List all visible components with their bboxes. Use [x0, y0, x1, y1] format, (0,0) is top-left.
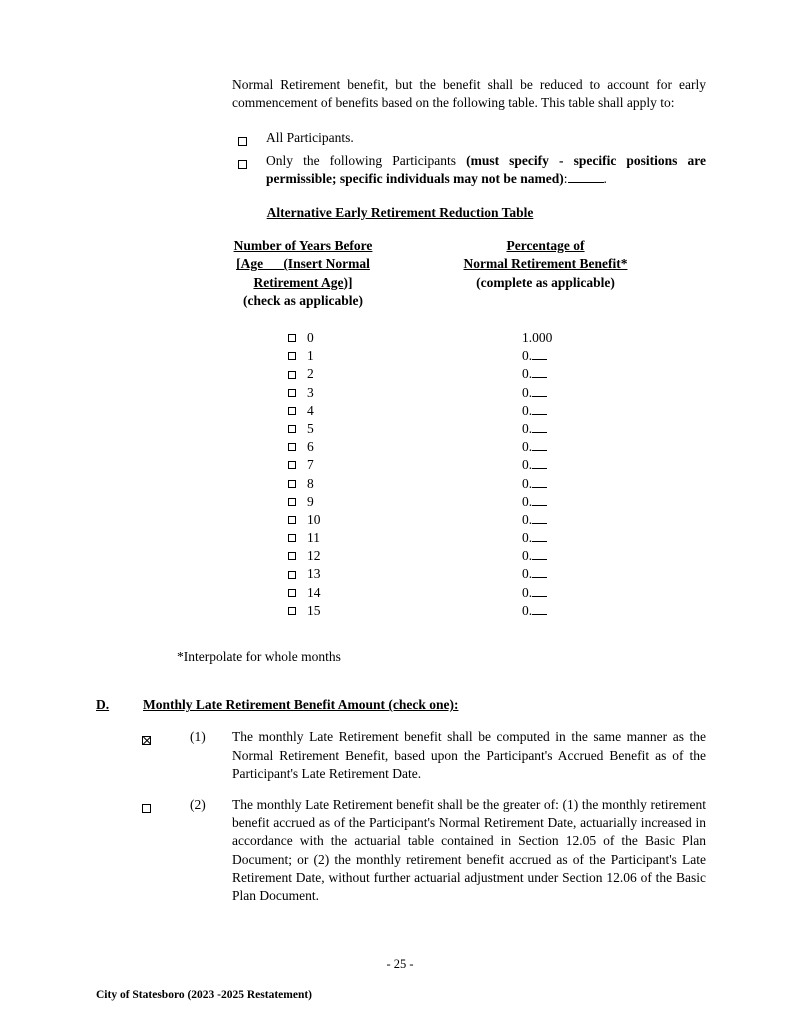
- checkbox-years-11[interactable]: [288, 534, 296, 542]
- percentage-value: 0.: [522, 439, 533, 455]
- apply-option-only-following: [0, 152, 800, 188]
- checkbox-years-2[interactable]: [288, 371, 296, 379]
- percentage-blank[interactable]: [532, 549, 547, 560]
- table-row: [0, 602, 800, 620]
- percentage-value: 0.: [522, 384, 533, 400]
- years-header-subnote: (check as applicable): [243, 292, 363, 308]
- percentage-value: 0.: [522, 366, 533, 382]
- percentage-blank[interactable]: [532, 567, 547, 578]
- checkbox-cell: [288, 371, 307, 379]
- checkbox-cell: [288, 352, 307, 360]
- years-label: 1: [307, 348, 314, 364]
- percentage-blank[interactable]: [532, 386, 547, 397]
- years-label: 13: [307, 566, 321, 582]
- years-label: 5: [307, 420, 314, 436]
- checkbox-years-12[interactable]: [288, 552, 296, 560]
- option-text-normal: Only the following Participants: [266, 152, 467, 168]
- percentage-header-subnote: (complete as applicable): [476, 274, 615, 290]
- percentage-cell: [522, 420, 547, 438]
- percentage-value: 0.: [522, 475, 533, 491]
- checkbox-cell: [288, 425, 307, 433]
- checkbox-cell: [288, 571, 307, 579]
- checkbox-cell: [288, 552, 307, 560]
- apply-option-all-label: All Participants.: [266, 130, 354, 146]
- percentage-value: 0.: [522, 420, 533, 436]
- checkbox-cell: [238, 129, 266, 151]
- years-label: 7: [307, 457, 314, 473]
- years-label: 15: [307, 602, 321, 618]
- percentage-blank[interactable]: [532, 367, 547, 378]
- checkbox-option-2[interactable]: [142, 804, 151, 813]
- checkbox-years-8[interactable]: [288, 480, 296, 488]
- percentage-cell: [522, 529, 547, 547]
- percentage-cell: [522, 384, 547, 402]
- years-label: 10: [307, 511, 321, 527]
- years-label: 12: [307, 548, 321, 564]
- option-2-text: The monthly Late Retirement benefit shall be the greater of: (1) the monthly retirement benefit accrued as of the Participant's Normal Retirement Date, actuarially increased in accordance with the actuarial table contained in Section 12.05 of the Basic Plan Document; or (2) the monthly retirement benefit accrued as of the Participant's Late Retirement Date, without further actuarial adjustment under Section 12.06 of the Basic Plan Document.: [232, 797, 706, 904]
- table-row: [0, 365, 800, 383]
- years-label: 14: [307, 584, 321, 600]
- intro-paragraph: Normal Retirement benefit, but the benefit shall be reduced to account for early commencement of benefits based on the following table. This table shall apply to:: [232, 77, 706, 111]
- option-period: .: [603, 170, 607, 186]
- percentage-header-line-1: Percentage of: [506, 238, 585, 254]
- years-header-line-1: Number of Years Before: [233, 238, 373, 254]
- years-header-line-2: [Age (Insert Normal: [236, 256, 370, 272]
- section-d-label: D.: [96, 697, 110, 713]
- option-text-bold: (must specify - specific positions are permissible; specific individuals may not be named): [266, 152, 706, 186]
- percentage-blank[interactable]: [532, 477, 547, 488]
- percentage-blank[interactable]: [532, 404, 547, 415]
- checkbox-cell: [288, 334, 307, 342]
- years-label: 8: [307, 475, 314, 491]
- option-number: (1): [190, 729, 206, 745]
- percentage-blank[interactable]: [532, 513, 547, 524]
- percentage-column-header: [428, 237, 663, 292]
- percentage-cell: [522, 329, 552, 347]
- table-row: [0, 547, 800, 565]
- percentage-cell: [522, 456, 547, 474]
- document-body: [0, 76, 800, 905]
- checkbox-only-following-participants[interactable]: [238, 160, 247, 169]
- table-headers: [0, 237, 800, 310]
- checkbox-option-1[interactable]: [142, 736, 151, 745]
- checkbox-cell: [288, 407, 307, 415]
- checkbox-cell: [288, 534, 307, 542]
- table-row: [0, 347, 800, 365]
- percentage-value: 0.: [522, 402, 533, 418]
- checkbox-years-0[interactable]: [288, 334, 296, 342]
- checkbox-cell: [142, 796, 190, 818]
- checkbox-cell: [288, 443, 307, 451]
- table-row: [0, 438, 800, 456]
- table-row: [0, 420, 800, 438]
- table-row: [0, 493, 800, 511]
- checkbox-years-9[interactable]: [288, 498, 296, 506]
- table-title: [0, 204, 800, 222]
- percentage-blank[interactable]: [532, 495, 547, 506]
- table-row: [0, 511, 800, 529]
- page-number: - 25 -: [386, 957, 414, 971]
- apply-option-only-following-label: [266, 152, 706, 188]
- late-retirement-option-1: [0, 728, 800, 783]
- option-colon: :: [563, 170, 568, 186]
- table-row: [0, 475, 800, 493]
- checkbox-years-10[interactable]: [288, 516, 296, 524]
- percentage-cell: [522, 347, 547, 365]
- percentage-cell: [522, 511, 547, 529]
- percentage-cell: [522, 365, 547, 383]
- option-1-text: The monthly Late Retirement benefit shall be computed in the same manner as the Normal Retirement Benefit, based upon the Participant's Accrued Benefit as of the Participant's Late Retirement Date.: [232, 729, 706, 781]
- checkbox-cell: [288, 589, 307, 597]
- percentage-blank[interactable]: [532, 586, 547, 597]
- percentage-blank[interactable]: [532, 440, 547, 451]
- section-d-heading: Monthly Late Retirement Benefit Amount (check one):: [143, 697, 459, 713]
- percentage-blank[interactable]: [532, 531, 547, 542]
- checkbox-cell: [288, 607, 307, 615]
- checkbox-cell: [238, 152, 266, 174]
- checkbox-years-14[interactable]: [288, 589, 296, 597]
- checkbox-years-1[interactable]: [288, 352, 296, 360]
- years-column-header: [214, 237, 392, 310]
- checkbox-years-13[interactable]: [288, 571, 296, 579]
- table-row: [0, 402, 800, 420]
- percentage-value: 0.: [522, 348, 533, 364]
- section-d-heading-row: [96, 696, 800, 714]
- document-footer: City of Statesboro (2023 -2025 Restatement): [96, 989, 313, 1001]
- percentage-cell: [522, 584, 547, 602]
- percentage-cell: [522, 475, 547, 493]
- option-number: (2): [190, 797, 206, 813]
- years-label: 6: [307, 439, 314, 455]
- checkbox-years-5[interactable]: [288, 425, 296, 433]
- table-row: [0, 329, 800, 347]
- years-header-line-3: Retirement Age)]: [253, 274, 353, 290]
- percentage-cell: [522, 547, 547, 565]
- percentage-blank[interactable]: [532, 349, 547, 360]
- table-row: [0, 565, 800, 583]
- table-row: [0, 529, 800, 547]
- checkbox-years-7[interactable]: [288, 461, 296, 469]
- checkbox-all-participants[interactable]: [238, 137, 247, 146]
- checkbox-cell: [288, 461, 307, 469]
- percentage-value: 0.: [522, 602, 533, 618]
- percentage-value: 0.: [522, 584, 533, 600]
- table-title-text: Alternative Early Retirement Reduction Table: [266, 205, 534, 221]
- percentage-value: 0.: [522, 457, 533, 473]
- percentage-value: 0.: [522, 566, 533, 582]
- checkbox-cell: [288, 389, 307, 397]
- percentage-cell: [522, 565, 547, 583]
- years-label: 2: [307, 366, 314, 382]
- checkbox-cell: [288, 480, 307, 488]
- checkbox-cell: [142, 728, 190, 750]
- interpolate-footnote: *Interpolate for whole months: [177, 649, 341, 665]
- checkbox-years-3[interactable]: [288, 389, 296, 397]
- years-label: 11: [307, 530, 320, 546]
- percentage-value: 1.000: [522, 330, 553, 346]
- checkbox-years-15[interactable]: [288, 607, 296, 615]
- percentage-cell: [522, 402, 547, 420]
- apply-options-list: [0, 129, 800, 188]
- table-row: [0, 584, 800, 602]
- years-label: 4: [307, 402, 314, 418]
- years-label: 0: [307, 330, 314, 346]
- checkbox-years-4[interactable]: [288, 407, 296, 415]
- percentage-value: 0.: [522, 530, 533, 546]
- percentage-blank[interactable]: [532, 604, 547, 615]
- checkbox-years-6[interactable]: [288, 443, 296, 451]
- percentage-blank[interactable]: [532, 422, 547, 433]
- percentage-blank[interactable]: [532, 458, 547, 469]
- percentage-cell: [522, 438, 547, 456]
- years-label: 9: [307, 493, 314, 509]
- checkbox-cell: [288, 516, 307, 524]
- table-row: [0, 384, 800, 402]
- percentage-cell: [522, 602, 547, 620]
- percentage-header-line-2: Normal Retirement Benefit*: [463, 256, 628, 272]
- percentage-value: 0.: [522, 493, 533, 509]
- apply-option-all: [0, 129, 800, 151]
- reduction-table-rows: [0, 329, 800, 620]
- late-retirement-option-2: [0, 796, 800, 905]
- table-row: [0, 456, 800, 474]
- specify-blank-field[interactable]: [568, 171, 604, 183]
- years-label: 3: [307, 384, 314, 400]
- percentage-value: 0.: [522, 511, 533, 527]
- checkbox-cell: [288, 498, 307, 506]
- percentage-cell: [522, 493, 547, 511]
- percentage-value: 0.: [522, 548, 533, 564]
